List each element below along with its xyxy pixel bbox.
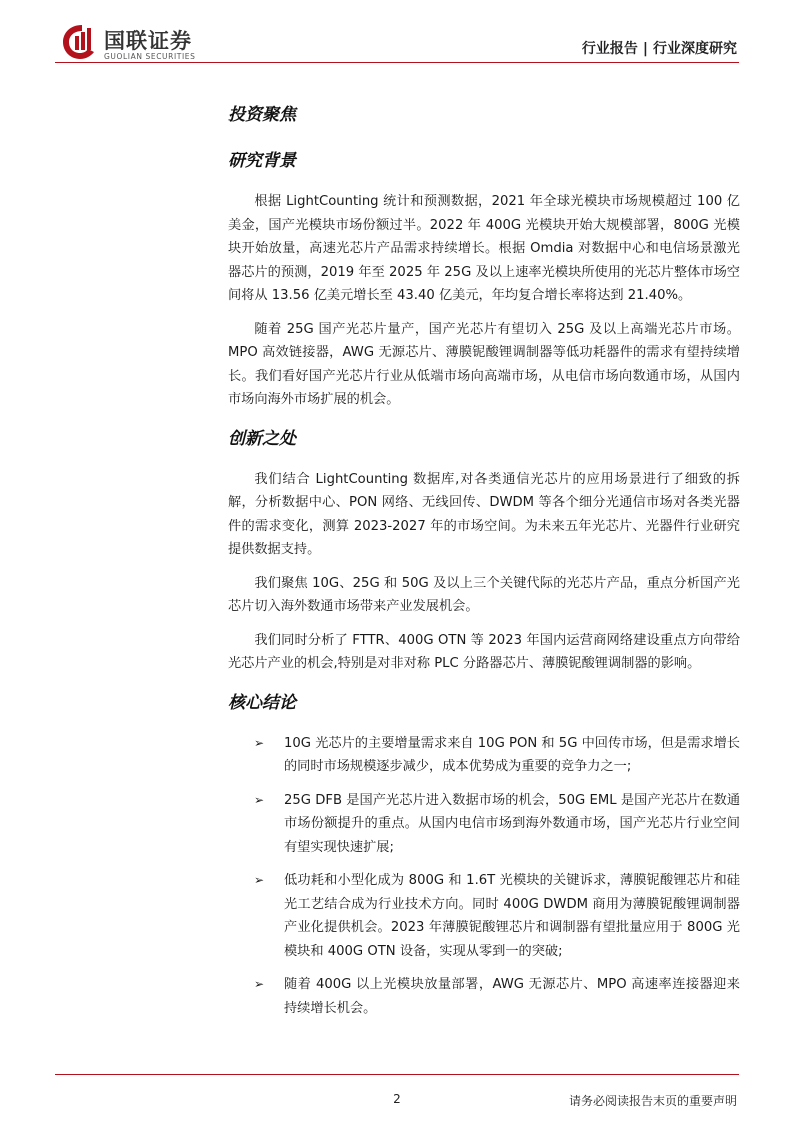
innovation-paragraph: 我们同时分析了 FTTR、400G OTN 等 2023 年国内运营商网络建设重点方向带给光芯片产业的机会,特别是对非对称 PLC 分路器芯片、薄膜铌酸锂调制器的影响。 <box>228 632 740 671</box>
section-heading-conclusions: 核心结论 <box>228 692 296 713</box>
arrow-bullet-icon: ➢ <box>254 735 265 750</box>
innovation-paragraph: 我们结合 LightCounting 数据库,对各类通信光芯片的应用场景进行了细致的拆解，分析数据中心、PON 网络、无线回传、DWDM 等各个细分光通信市场对各类光器件的需求变化，测算 2023-2027 年的市场空间。为未来五年光芯片、光器件行业研究提供数据支持。 <box>228 471 740 557</box>
page-number: 2 <box>393 1092 401 1106</box>
section-heading-background: 研究背景 <box>228 151 296 171</box>
page-header <box>0 0 794 70</box>
arrow-bullet-icon: ➢ <box>254 792 265 807</box>
conclusion-item <box>228 869 740 963</box>
conclusion-item <box>228 973 740 1020</box>
conclusion-text: 随着 400G 以上光模块放量部署，AWG 无源芯片、MPO 高速率连接器迎来持续增长机会。 <box>284 977 740 1016</box>
footer-disclaimer: 请务必阅读报告末页的重要声明 <box>568 1094 737 1108</box>
page-title: 投资聚焦 <box>228 105 296 125</box>
background-paragraph: 根据 LightCounting 统计和预测数据，2021 年全球光模块市场规模超过 100 亿美金，国产光模块市场份额过半。2022 年 400G 光模块开始大规模部署，800G 光模块开始放量，高速光芯片产品需求持续增长。根据 Omdia 对数据中心和电信场景激光器芯片的预测，2019 年至 2025 年 25G 及以上速率光模块所使用的光芯片整体市场空间将从 13.56 亿美元增长至 43.40 亿美元，年均复合增长率将达到 21.40%。 <box>228 194 740 303</box>
footer-divider <box>55 1074 739 1075</box>
conclusion-list <box>228 732 740 1021</box>
conclusion-item <box>228 789 740 860</box>
report-type-subcategory: 行业深度研究 <box>653 41 737 57</box>
background-paragraph: 随着 25G 国产光芯片量产，国产光芯片有望切入 25G 及以上高端光芯片市场。MPO 高效链接器，AWG 无源芯片、薄膜铌酸锂调制器等低功耗器件的需求有望持续增长。我们看好国产光芯片行业从低端市场向高端市场，从电信市场向数通市场，从国内市场向海外市场扩展的机会。 <box>228 321 740 407</box>
guolian-logo <box>60 22 220 62</box>
innovation-paragraph: 我们聚焦 10G、25G 和 50G 及以上三个关键代际的光芯片产品，重点分析国产光芯片切入海外数通市场带来产业发展机会。 <box>228 575 740 614</box>
main-content <box>228 98 740 1030</box>
conclusion-item <box>228 732 740 779</box>
report-type-divider: | <box>642 41 648 57</box>
conclusion-text: 25G DFB 是国产光芯片进入数据市场的机会，50G EML 是国产光芯片在数通市场份额提升的重点。从国内电信市场到海外数通市场，国产光芯片行业空间有望实现快速扩展; <box>284 792 740 855</box>
arrow-bullet-icon: ➢ <box>254 873 265 887</box>
header-divider <box>55 62 739 63</box>
conclusion-text: 10G 光芯片的主要增量需求来自 10G PON 和 5G 中回传市场，但是需求增长的同时市场规模逐步减少，成本优势成为重要的竞争力之一; <box>284 735 740 774</box>
report-type-category: 行业报告 <box>581 41 638 57</box>
report-type <box>582 38 737 58</box>
logo-chinese-name: 国联证券 <box>104 29 192 53</box>
logo-english-name: GUOLIAN SECURITIES <box>104 52 196 61</box>
guolian-logo-icon <box>60 22 100 62</box>
arrow-bullet-icon: ➢ <box>254 977 265 991</box>
conclusion-text: 低功耗和小型化成为 800G 和 1.6T 光模块的关键诉求，薄膜铌酸锂芯片和硅光工艺结合成为行业技术方向。同时 400G DWDM 商用为薄膜铌酸锂调制器产业化提供机会。2023 年薄膜铌酸锂芯片和调制器有望批量应用于 800G 光模块和 400G OTN 设备，实现从零到一的突破; <box>284 873 740 959</box>
section-heading-innovation: 创新之处 <box>228 428 296 449</box>
